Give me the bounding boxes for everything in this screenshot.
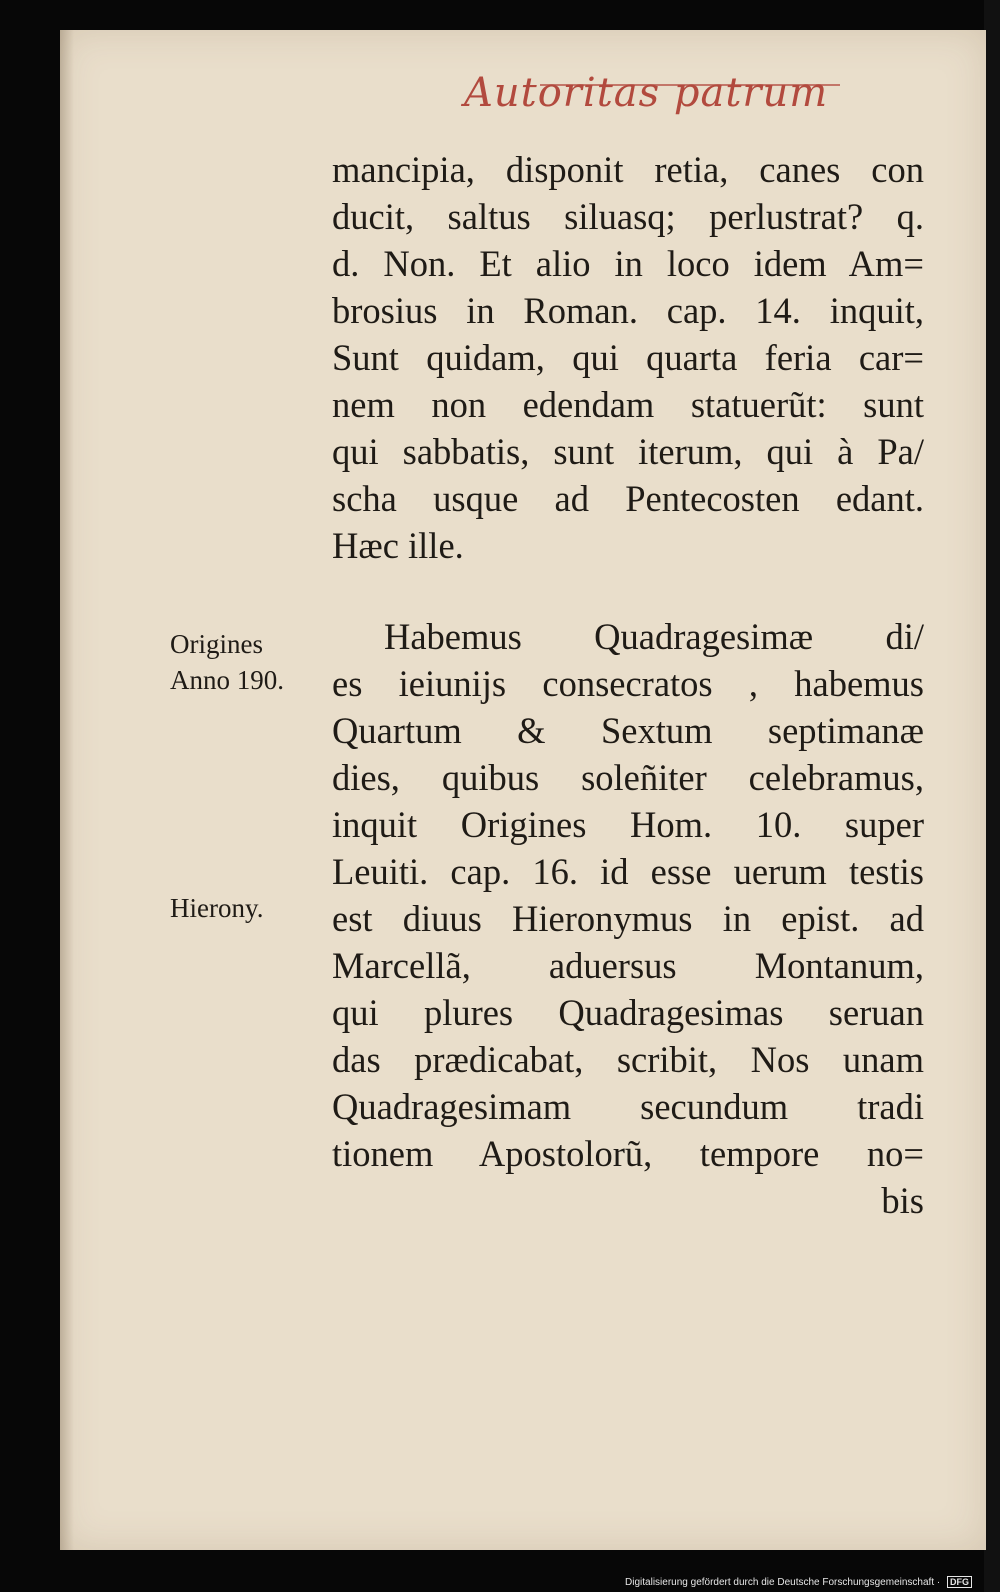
text-line: es ieiunijs consecratos , habemus	[332, 663, 924, 704]
text-line: Habemus Quadragesimæ di/	[384, 616, 924, 657]
dfg-logo: DFG	[947, 1576, 972, 1588]
text-line: Marcellã, aduersus Montanum,	[332, 945, 924, 986]
text-line: mancipia, disponit retia, canes con	[332, 149, 924, 190]
catchword: bis	[881, 1180, 924, 1221]
marginal-note-origines	[170, 626, 284, 698]
marginal-note-hieronymus: Hierony.	[170, 893, 264, 923]
text-line: Leuiti. cap. 16. id esse uerum testis	[332, 851, 924, 892]
text-line: scha usque ad Pentecosten edant.	[332, 478, 924, 519]
text-line: Sunt quidam, qui quarta feria car=	[332, 337, 924, 378]
book-page	[60, 30, 986, 1550]
digitization-credit	[625, 1576, 972, 1588]
page-gutter-shadow	[60, 30, 74, 1550]
text-line: tionem Apostolorũ, tempore no=	[332, 1133, 924, 1174]
text-line: Quartum & Sextum septimanæ	[332, 710, 924, 751]
credit-text: Digitalisierung gefördert durch die Deutsche Forschungsgemeinschaft ·	[625, 1577, 941, 1588]
text-line: Quadragesimam secundum tradi	[332, 1086, 924, 1127]
text-line: est diuus Hieronymus in epist. ad	[332, 898, 924, 939]
marginal-origines-year: Anno 190.	[170, 665, 284, 695]
marginal-origines-name: Origines	[170, 629, 263, 659]
book-edge	[984, 0, 1000, 1592]
text-line: brosius in Roman. cap. 14. inquit,	[332, 290, 924, 331]
paragraph-quadragesima	[332, 613, 924, 1224]
text-line: qui sabbatis, sunt iterum, qui à Pa/	[332, 431, 924, 472]
text-line: das prædicabat, scribit, Nos unam	[332, 1039, 924, 1080]
text-line: d. Non. Et alio in loco idem Am=	[332, 243, 924, 284]
text-line: inquit Origines Hom. 10. super	[332, 804, 924, 845]
text-line: qui plures Quadragesimas seruan	[332, 992, 924, 1033]
text-line: nem non edendam statuerũt: sunt	[332, 384, 924, 425]
text-line: dies, quibus soleñiter celebramus,	[332, 757, 924, 798]
text-line: Hæc ille.	[332, 525, 464, 566]
handwritten-annotation: Autoritas patrum	[464, 70, 829, 116]
paragraph-ambrosius	[332, 146, 924, 569]
text-line: ducit, saltus siluasq; perlustrat? q.	[332, 196, 924, 237]
